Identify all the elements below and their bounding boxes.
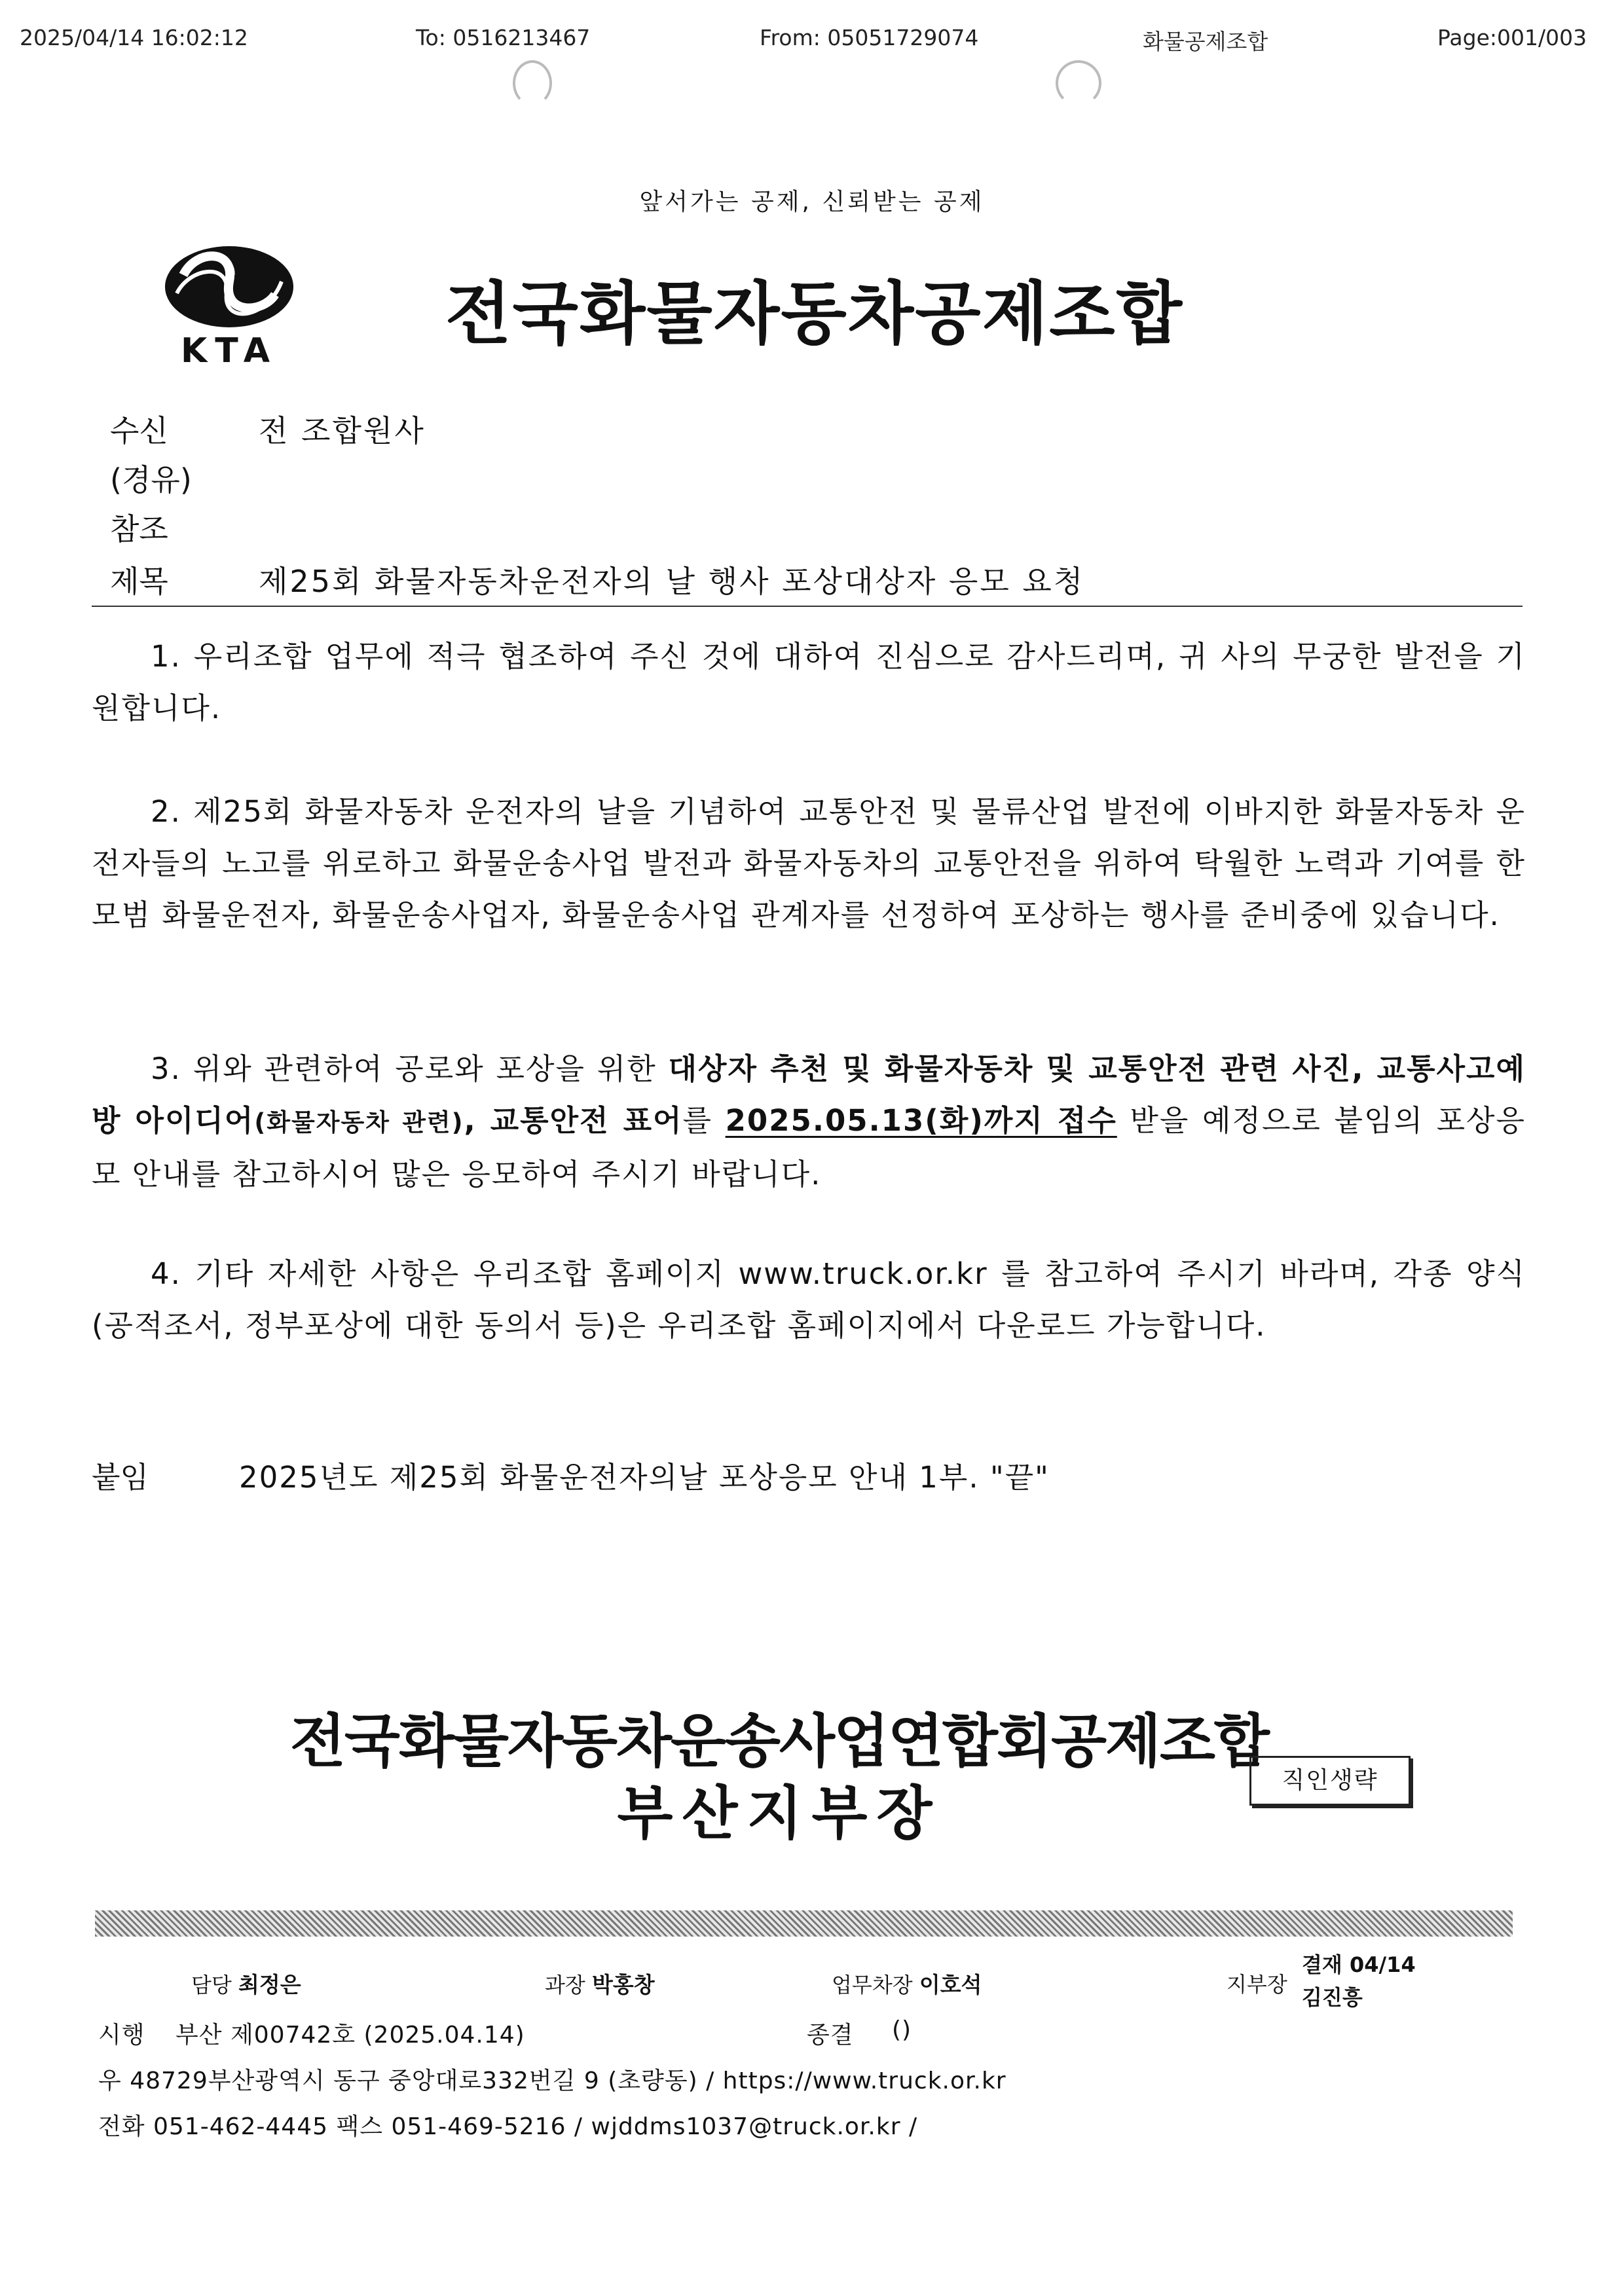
fax-from: From: 05051729074 [760,25,979,50]
seal-omitted-box: 직인생략 [1249,1756,1411,1806]
logo-text: KTA [181,331,278,371]
fax-page: Page:001/003 [1437,25,1587,50]
attachment-text: 2025년도 제25회 화물운전자의날 포상응모 안내 1부. "끝" [239,1460,1050,1495]
reference-label: 참조 [110,511,168,547]
recipient-value: 전 조합원사 [259,413,426,448]
footer-contact: 전화 051-462-4445 팩스 051-469-5216 / wjddms1037@truck.or.kr / [98,2113,918,2140]
paragraph-1 [92,630,1526,734]
organization-title: 전국화물자동차공제조합 [445,274,1184,354]
paragraph-1-text: 1. 우리조합 업무에 적극 협조하여 주신 것에 대하여 진심으로 감사드리며, 귀 사의 무궁한 발전을 기원합니다. [92,639,1526,725]
receipt-label: 종결 [807,2022,854,2049]
hatched-divider [95,1910,1513,1937]
attachment-label: 붙임 [92,1460,149,1495]
approval-staff-name: 최정은 [238,1972,301,1997]
subject-value: 제25회 화물자동차운전자의 날 행사 포상대상자 응모 요청 [259,564,1085,599]
approval-manager-role: 과장 [545,1973,585,1997]
fax-datetime: 2025/04/14 16:02:12 [20,25,248,50]
paragraph-3-bold-items: 대상자 추천 및 화물자동차 및 교통안전 관련 사진, 교통사고예방 아이디어 [92,1051,1526,1138]
approval-staff-role: 담당 [191,1973,232,1997]
sender-organization: 전국화물자동차운송사업연합회공제조합 [289,1707,1269,1775]
approval-deputy-name: 이호석 [919,1972,982,1997]
via-label: (경유) [110,462,192,498]
receipt-value: () [892,2016,912,2043]
slogan: 앞서가는 공제, 신뢰받는 공제 [639,189,985,215]
paragraph-3-bold-note: (화물자동차 관련) [254,1108,464,1137]
approval-manager-name: 박홍창 [592,1972,655,1997]
approval-staff [191,1968,301,1999]
enforce-value: 부산 제00742호 (2025.04.14) [175,2022,525,2049]
approval-deputy-role: 업무차장 [832,1973,913,1997]
approval-manager [545,1968,655,1999]
enforce-label: 시행 [98,2022,145,2049]
approval-chief-name: 김진흥 [1302,1985,1363,2010]
fax-to: To: 0516213467 [416,25,591,50]
paragraph-3-particle: 를 [682,1103,726,1138]
paragraph-3-rest: 받을 예정으로 붙임의 포상응모 안내를 참고하시어 많은 응모하여 주시기 바랍니다. [92,1103,1526,1192]
sender-branch: 부산지부장 [617,1779,942,1847]
subject-label: 제목 [110,564,168,599]
paragraph-3-intro: 3. 위와 관련하여 공로와 포상을 위한 [151,1051,669,1086]
punch-hole-left [513,60,552,106]
recipient-label: 수신 [110,413,168,448]
punch-hole-right [1056,60,1101,106]
approval-deputy [832,1968,982,1999]
paragraph-3-bold-slogan: , 교통안전 표어 [464,1103,683,1138]
paragraph-4-text: 4. 기타 자세한 사항은 우리조합 홈페이지 www.truck.or.kr 를 참고하여 주시기 바라며, 각종 양식(공적조서, 정부포상에 대한 동의서 등)은 우리조합 홈페이지에서 다운로드 가능합니다. [92,1256,1526,1343]
paragraph-2 [92,786,1526,941]
header-divider [92,606,1522,607]
paragraph-2-text: 2. 제25회 화물자동차 운전자의 날을 기념하여 교통안전 및 물류산업 발전에 이바지한 화물자동차 운전자들의 노고를 위로하고 화물운송사업 발전과 화물자동차의 교통안전을 위하여 탁월한 노력과 기여를 한 모범 화물운전자, 화물운송사업자, 화물운송사업 관계자를 선정하여 포상하는 행사를 준비중에 있습니다. [92,794,1526,932]
kta-logo [157,236,301,371]
paragraph-4 [92,1248,1526,1351]
fax-sender: 화물공제조합 [1143,29,1268,54]
approval-chief-status: 결재 04/14 [1302,1952,1416,1977]
paragraph-3 [92,1043,1526,1200]
approval-chief-role: 지부장 [1227,1972,1287,1997]
footer-address: 우 48729부산광역시 동구 중앙대로332번길 9 (초량동) / https://www.truck.or.kr [98,2068,1006,2094]
paragraph-3-deadline: 2025.05.13(화)까지 접수 [725,1103,1117,1138]
